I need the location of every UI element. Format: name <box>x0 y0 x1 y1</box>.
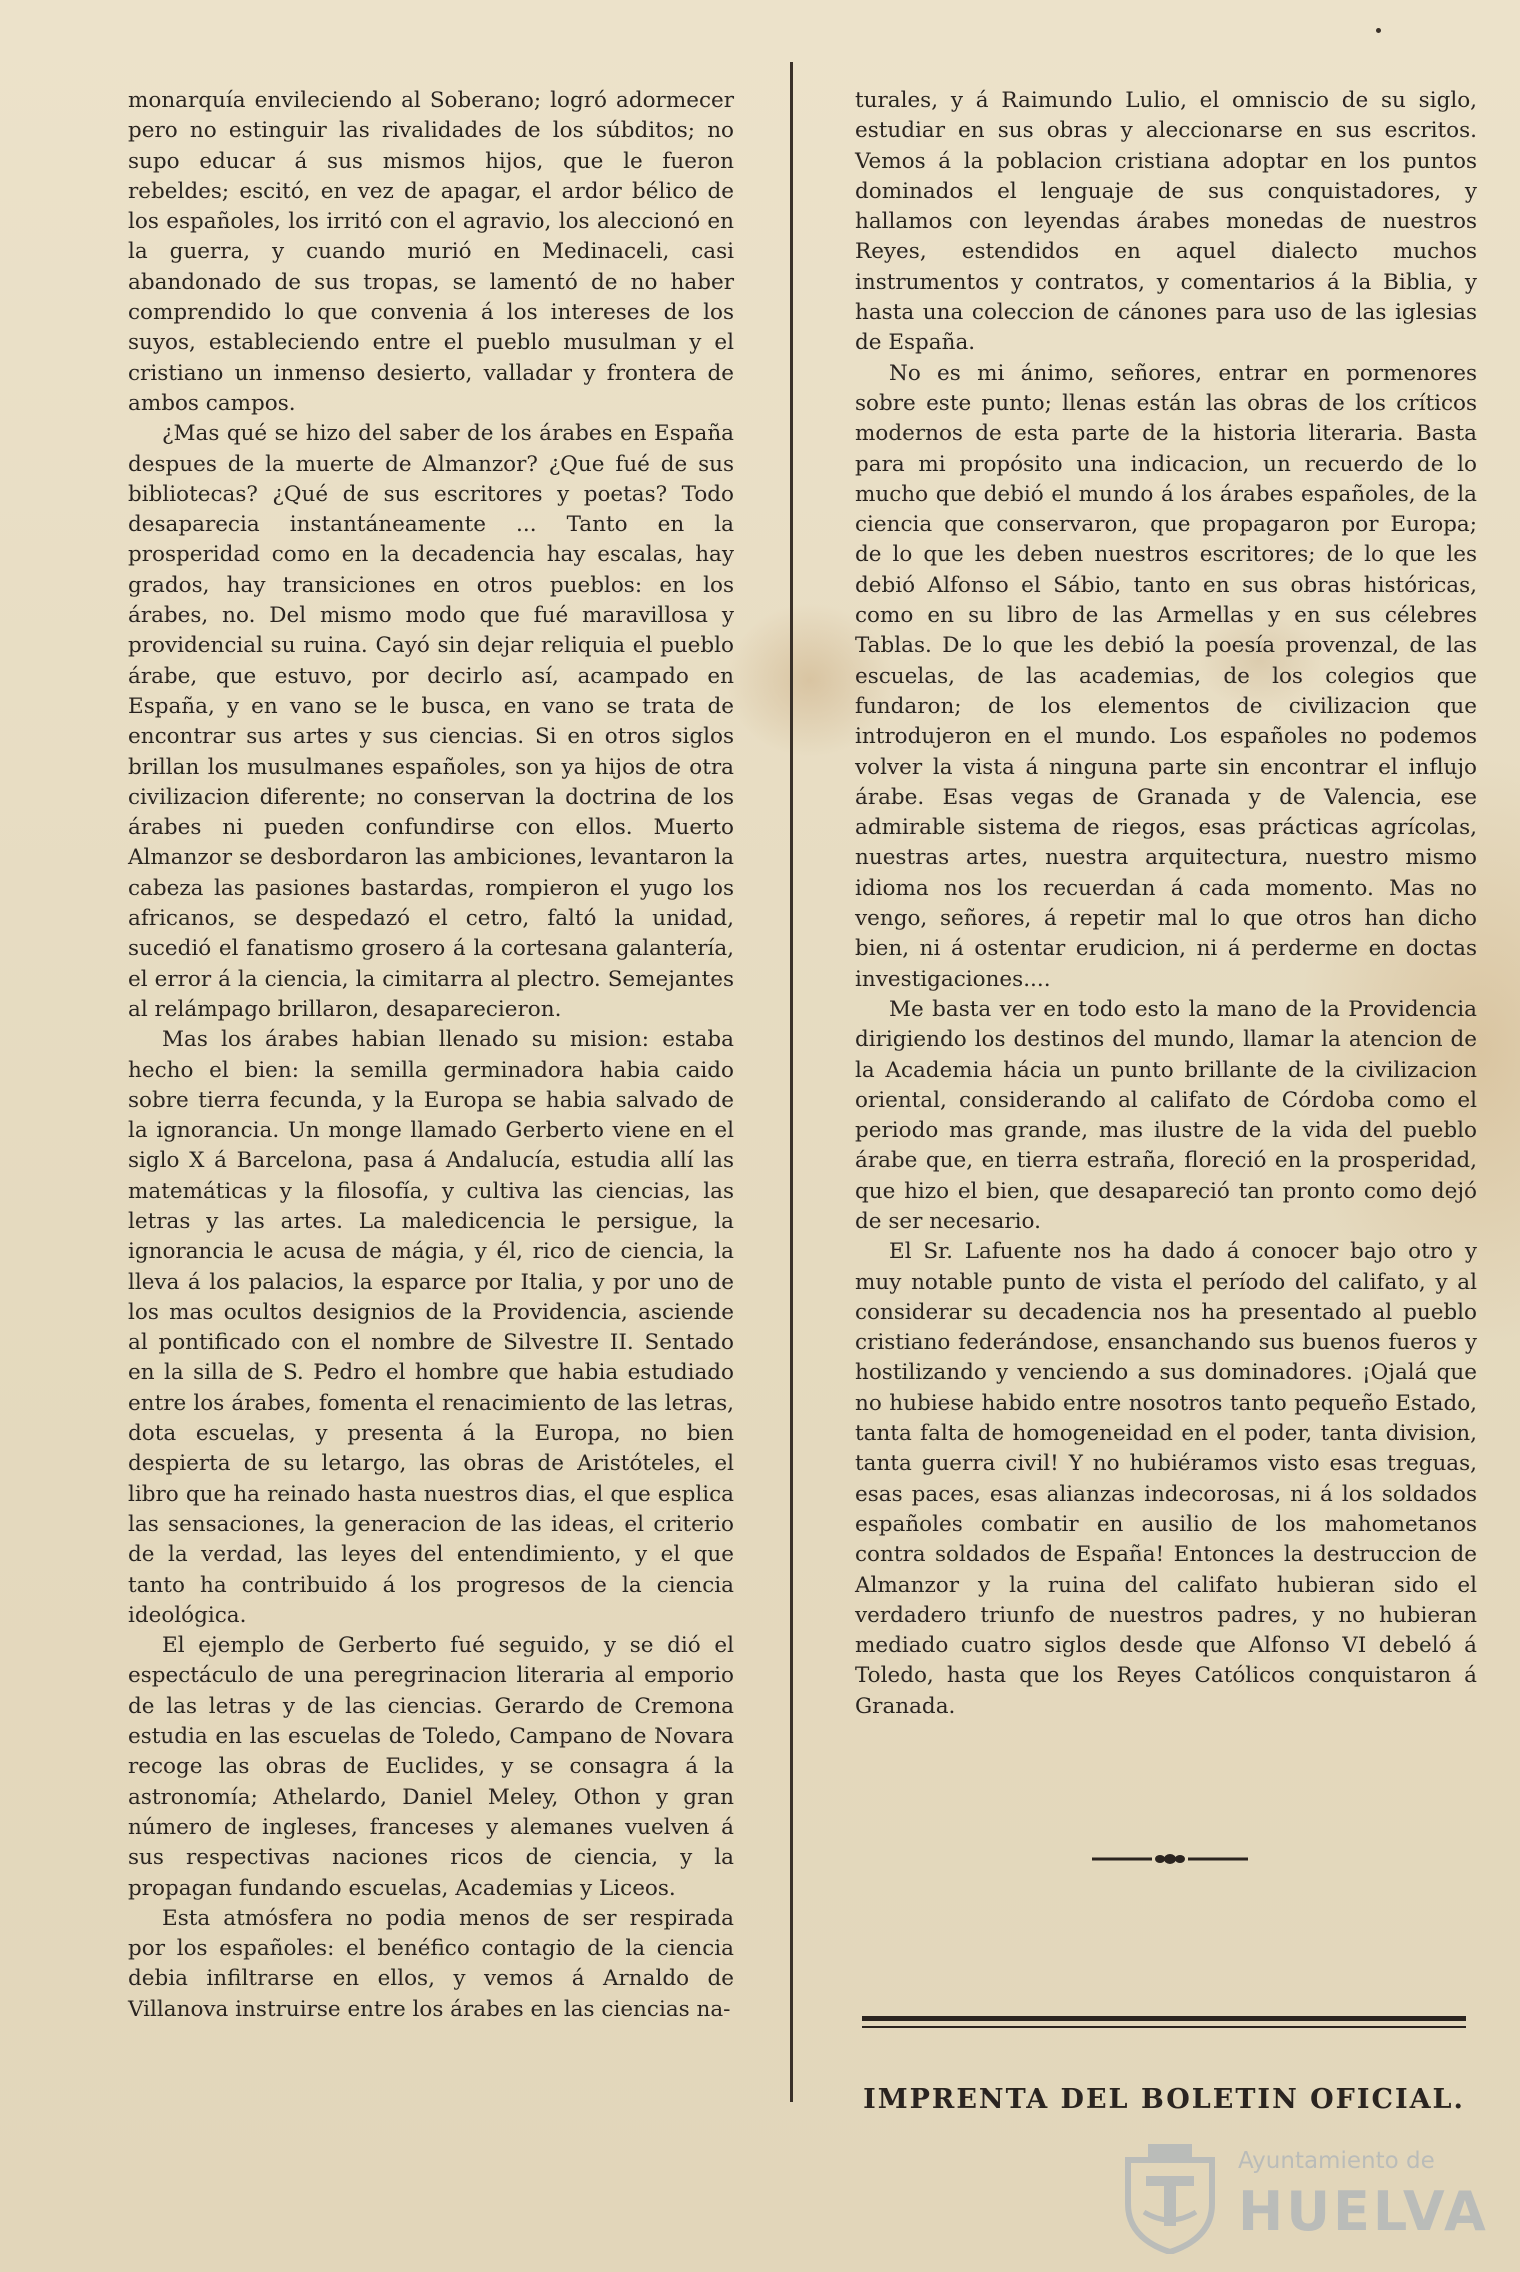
municipal-watermark <box>1118 2140 1489 2258</box>
left-paragraph-1: monarquía envileciendo al Soberano; logró adormecer pero no estinguir las rivalidades de los súbditos; no supo educar á sus mismos hijos, que le fueron rebeldes; escitó, en vez de apagar, el ardor bélico de los españoles, los irritó con el agravio, los aleccionó en la guerra, y cuando murió en Medinaceli, casi abandonado de sus tropas, se lamentó de no haber comprendido lo que convenia á los intereses de los suyos, estableciendo entre el pueblo musulman y el cristiano un inmenso desierto, valladar y frontera de ambos campos. <box>128 88 734 416</box>
watermark-line-1: Ayuntamiento de <box>1238 2148 1435 2174</box>
left-paragraph-4: El ejemplo de Gerberto fué seguido, y se dió el espectáculo de una peregrinacion literaria al emporio de las letras y de las ciencias. Gerardo de Cremona estudia en las escuelas de Toledo, Campano de Novara recoge las obras de Euclides, y se consagra á la astronomía; Athelardo, Daniel Meley, Othon y gran número de ingleses, franceses y alemanes vuelven á sus respectivas naciones ricos de ciencia, y la propagan fundando escuelas, Academias y Liceos. <box>128 1633 734 1901</box>
watermark-line-2: HUELVA <box>1238 2180 1489 2243</box>
ornament-divider <box>1090 1852 1250 1866</box>
right-paragraph-2: No es mi ánimo, señores, entrar en pormenores sobre este punto; llenas están las obras de los críticos modernos de esta parte de la historia literaria. Basta para mi propósito una indicacion, un recuerdo de lo mucho que debió el mundo á los árabes españoles, de la ciencia que conservaron, que propagaron por Europa; de lo que les deben nuestros escritores; de lo que les debió Alfonso el Sábio, tanto en sus obras históricas, como en su libro de las Armellas y en sus célebres Tablas. De lo que les debió la poesía provenzal, de las escuelas, de las academias, de los colegios que fundaron; de los elementos de civilizacion que introdujeron en el mundo. Los españoles no podemos volver la vista á ninguna parte sin encontrar el influjo árabe. Esas vegas de Granada y de Valencia, ese admirable sistema de riegos, esas prácticas agrícolas, nuestras artes, nuestra arquitectura, nuestro mismo idioma nos los recuerdan á cada momento. Mas no vengo, señores, á repetir mal lo que otros han dicho bien, ni á ostentar erudicion, ni á perderme en doctas investigaciones.... <box>855 360 1477 992</box>
left-paragraph-5: Esta atmósfera no podia menos de ser respirada por los españoles: el benéfico contagio de la ciencia debia infiltrarse en ellos, y vemos á Arnaldo de Villanova instruirse entre los árabes en las ciencias na- <box>128 1905 734 2022</box>
coat-of-arms-icon <box>1118 2142 1222 2254</box>
column-divider <box>790 62 793 2102</box>
right-paragraph-3: Me basta ver en todo esto la mano de la Providencia dirigiendo los destinos del mundo, llamar la atencion de la Academia hácia un punto brillante de la civilizacion oriental, considerando al califato de Córdoba como el periodo mas grande, mas ilustre de la vida del pueblo árabe que, en tierra estraña, floreció en la prosperidad, que hizo el bien, que desapareció tan pronto como dejó de ser necesario. <box>855 996 1477 1234</box>
printer-imprint: IMPRENTA DEL BOLETIN OFICIAL. <box>863 2084 1465 2115</box>
left-text-column <box>128 86 734 2025</box>
footer-rule-thin <box>862 2026 1466 2028</box>
right-paragraph-4: El Sr. Lafuente nos ha dado á conocer bajo otro y muy notable punto de vista el período del califato, y al considerar su decadencia nos ha presentado al pueblo cristiano federándose, ensanchando sus buenos fueros y hostilizando y venciendo a sus dominadores. ¡Ojalá que no hubiese habido entre nosotros tanto pequeño Estado, tanta falta de homogeneidad en el poder, tanta division, tanta guerra civil! Y no hubiéramos visto esas treguas, esas paces, esas alianzas indecorosas, ni á los soldados españoles combatir en ausilio de los mahometanos contra soldados de España! Entonces la destruccion de Almanzor y la ruina del califato hubieran sido el verdadero triunfo de nuestros padres, y no hubieran mediado cuatro siglos desde que Alfonso VI debeló á Toledo, hasta que los Reyes Católicos conquistaron á Granada. <box>855 1239 1477 1719</box>
left-paragraph-3: Mas los árabes habian llenado su mision: estaba hecho el bien: la semilla germinadora habia caido sobre tierra fecunda, y la Europa se habia salvado de la ignorancia. Un monge llamado Gerberto viene en el siglo X á Barcelona, pasa á Andalucía, estudia allí las matemáticas y la filosofía, y cultiva las ciencias, las letras y las artes. La maledicencia le persigue, la ignorancia le acusa de mágia, y él, rico de ciencia, la lleva á los palacios, la esparce por Italia, y por uno de los mas ocultos designios de la Providencia, asciende al pontificado con el nombre de Silvestre II. Sentado en la silla de S. Pedro el hombre que habia estudiado entre los árabes, fomenta el renacimiento de las letras, dota escuelas, y presenta á la Europa, no bien despierta de su letargo, las obras de Aristóteles, el libro que ha reinado hasta nuestros dias, el que esplica las sensaciones, la generacion de las ideas, el criterio de la verdad, las leyes del entendimiento, y el que tanto ha contribuido á los progresos de la ciencia ideológica. <box>128 1027 734 1628</box>
right-text-column <box>855 86 1477 1722</box>
left-paragraph-2: ¿Mas qué se hizo del saber de los árabes en España despues de la muerte de Almanzor? ¿Que fué de sus bibliotecas? ¿Qué de sus escritores y poetas? Todo desaparecia instantáneamente ... Tanto en la prosperidad como en la decadencia hay escalas, hay grados, hay transiciones en otros pueblos: en los árabes, no. Del mismo modo que fué maravillosa y providencial su ruina. Cayó sin dejar reliquia el pueblo árabe, que estuvo, por decirlo así, acampado en España, y en vano se le busca, en vano se trata de encontrar sus artes y sus ciencias. Si en otros siglos brillan los musulmanes españoles, son ya hijos de otra civilizacion diferente; no conservan la doctrina de los árabes ni pueden confundirse con ellos. Muerto Almanzor se desbordaron las ambiciones, levantaron la cabeza las pasiones bastardas, rompieron el yugo los africanos, se despedazó el cetro, faltó la unidad, sucedió el fanatismo grosero á la cortesana galantería, el error á la ciencia, la cimitarra al plectro. Semejantes al relámpago brillaron, desaparecieron. <box>128 421 734 1022</box>
footer-rule-thick <box>862 2016 1466 2021</box>
printer-mark <box>1376 28 1381 33</box>
right-paragraph-1: turales, y á Raimundo Lulio, el omniscio de su siglo, estudiar en sus obras y aleccionarse en sus escritos. Vemos á la poblacion cristiana adoptar en los puntos dominados el lenguaje de sus conquistadores, y hallamos con leyendas árabes monedas de nuestros Reyes, estendidos en aquel dialecto muchos instrumentos y contratos, y comentarios á la Biblia, y hasta una coleccion de cánones para uso de las iglesias de España. <box>855 88 1477 356</box>
